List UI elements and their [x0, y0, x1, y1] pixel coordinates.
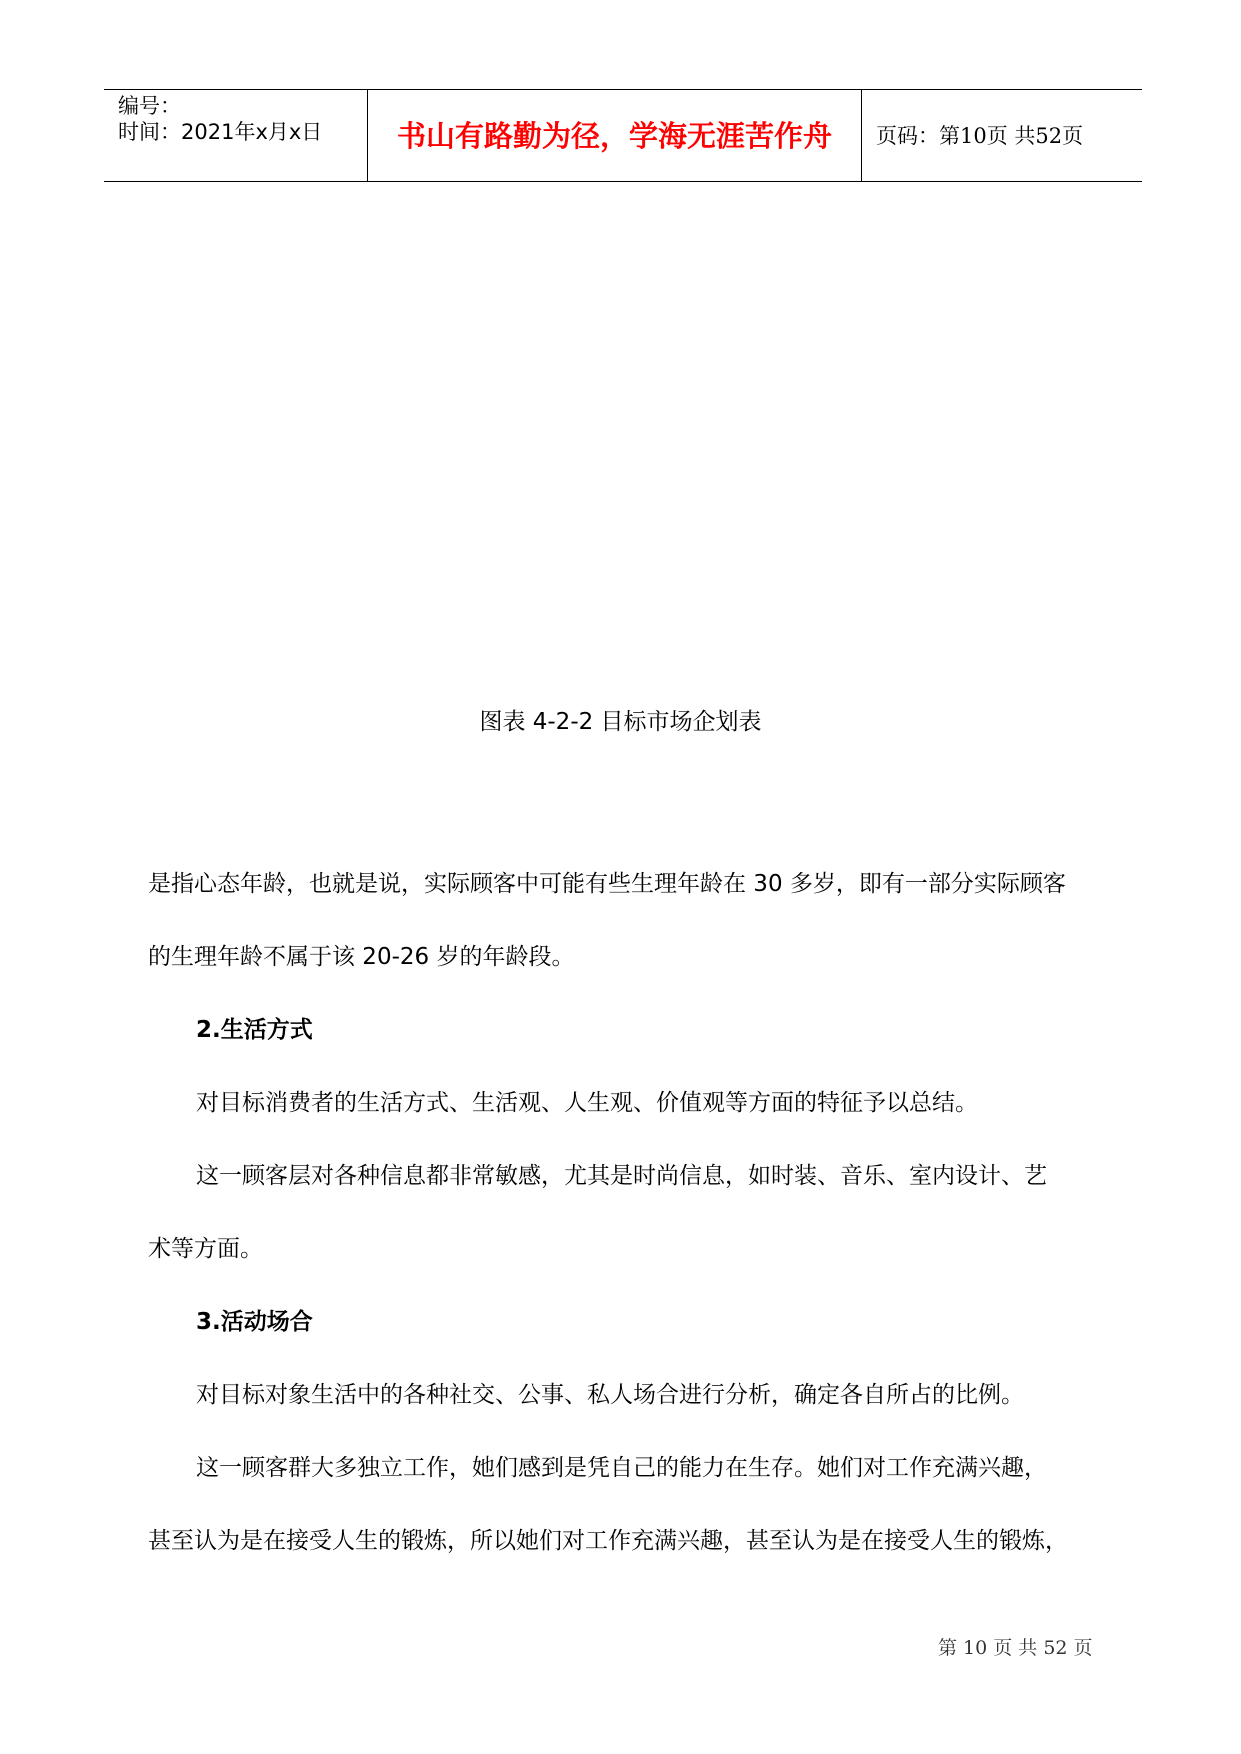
section-heading: 2.生活方式 [196, 1017, 313, 1043]
paragraph-line: 甚至认为是在接受人生的锻炼，所以她们对工作充满兴趣，甚至认为是在接受人生的锻炼， [148, 1528, 1068, 1554]
header-motto-cell [368, 90, 862, 181]
document-time-label: 时间：2021年x月x日 [118, 120, 323, 144]
paragraph-line: 术等方面。 [148, 1236, 263, 1262]
paragraph-line: 对目标对象生活中的各种社交、公事、私人场合进行分析，确定各自所占的比例。 [196, 1382, 1024, 1408]
header-motto: 书山有路勤为径，学海无涯苦作舟 [396, 119, 832, 153]
header-page-info: 页码：第10页 共52页 [876, 124, 1084, 148]
section-heading: 3.活动场合 [196, 1309, 313, 1335]
page-footer: 第 10 页 共 52 页 [938, 1637, 1093, 1659]
document-header [104, 89, 1142, 182]
paragraph-line: 的生理年龄不属于该 20-26 岁的年龄段。 [148, 944, 575, 970]
figure-caption: 图表 4-2-2 目标市场企划表 [479, 709, 762, 735]
paragraph-line: 这一顾客群大多独立工作，她们感到是凭自己的能力在生存。她们对工作充满兴趣， [196, 1455, 1047, 1481]
document-number-label: 编号： [118, 94, 181, 118]
header-meta-cell [104, 90, 368, 181]
header-page-cell [862, 90, 1142, 181]
paragraph-line: 是指心态年龄，也就是说，实际顾客中可能有些生理年龄在 30 多岁，即有一部分实际顾客 [148, 871, 1066, 897]
paragraph-line: 对目标消费者的生活方式、生活观、人生观、价值观等方面的特征予以总结。 [196, 1090, 978, 1116]
paragraph-line: 这一顾客层对各种信息都非常敏感，尤其是时尚信息，如时装、音乐、室内设计、艺 [196, 1163, 1047, 1189]
